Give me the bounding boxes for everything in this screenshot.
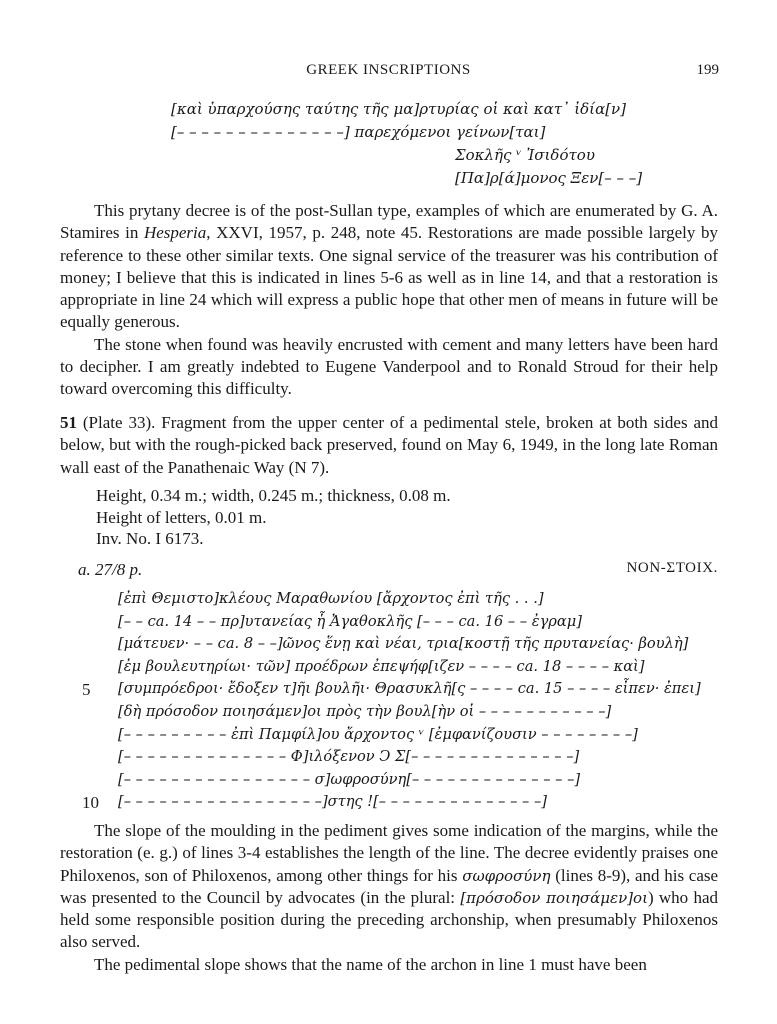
stoich-label: NON-ΣΤΟΙΧ. (626, 560, 718, 576)
commentary-paragraph-1 (60, 200, 718, 401)
greek-phrase: [πρόσοδον ποιησάμεν]οι (460, 888, 648, 907)
inscription-labels (78, 560, 718, 582)
line-text: [δὴ πρόσοδον ποιησάμεν]οι πρὸς τὴν βουλ[ὴν οἱ – – – – – – – – – – –] (118, 703, 612, 720)
line-text: [ἐμ βουλευτηρίωι· τῶν] προέδρων ἐπεψήφ[ιζεν – – – – ca. 18 – – – – καὶ] (118, 657, 645, 675)
running-header (0, 62, 777, 82)
line-text: [– – ca. 14 – – πρ]υτανείας ἧ Ἀγαθοκλῆς [– – – ca. 16 – – ἐγραμ] (118, 612, 582, 630)
page-number: 199 (696, 62, 719, 78)
greek-line: [καὶ ὑπαρχούσης ταύτης τῆς μα]ρτυρίας οἱ καὶ κατ᾽ ἰδία[ν] (171, 100, 627, 118)
inscription-line (60, 635, 720, 657)
inscription-line (60, 703, 720, 725)
inscription-line (60, 590, 720, 612)
measurement-line: Inv. No. I 6173. (96, 529, 204, 548)
line-text: [συμπρόεδροι· ἔδοξεν τ]ῆι βουλῆι· Θρασυκλῆ[ς – – – – ca. 15 – – – – εἶπεν· ἐπει] (118, 680, 701, 698)
para1-text-a: This prytany decree is of the post-Sullan type, examples of which are enumerated by G. A. Stamires in (60, 201, 718, 243)
para1-text-b: , XXVI, 1957, p. 248, note 45. Restorations are made possible largely by reference to these other similar texts. One signal service of the treasurer was his contribution of money; I believe that this is indicated in lines 5-6 as well as in line 14, and that a restoration is appropriate in line 24 which will express a public hope that other men of means in future will be equally generous. (60, 223, 718, 332)
running-title: GREEK INSCRIPTIONS (306, 62, 471, 78)
para3-text-b: (lines 8-9), and his case was presented to the Council by advocates (in the plural: (60, 865, 719, 907)
measurements-block (96, 485, 451, 550)
inscription-line (60, 613, 720, 635)
para3-text-a: The slope of the moulding in the pediment gives some indication of the margins, while the restoration (e. g.) of lines 3-4 establishes the length of the line. The decree evidently praises one Philoxenos, son of Philoxenos, among other things for his (60, 821, 718, 885)
journal-title: Hesperia (143, 223, 207, 243)
entry-number: 51 (60, 413, 77, 432)
commentary-paragraph-4: The pedimental slope shows that the name of the archon in line 1 must have been (94, 954, 647, 974)
line-text: [– – – – – – – – – ἐπὶ Παμφίλ]ου ἄρχοντος ᵛ [ἐμφανίζουσιν – – – – – – – –] (118, 725, 638, 743)
entry-description: (Plate 33). Fragment from the upper center of a pedimental stele, broken at both sides and below, but with the rough-picked back preserved, found on May 6, 1949, in the long late Roman wall east of the Panathenaic Way (N 7). (60, 413, 718, 477)
para3-text-c: ) who had held some responsible position during the preceding archonship, when presumably Philoxenos also served. (60, 887, 719, 952)
line-text: [– – – – – – – – – – – – – – Φ]ιλόξενον Ͻ Σ[– – – – – – – – – – – – – –] (118, 748, 580, 766)
inscription-line (60, 726, 720, 748)
inscription-line (60, 748, 720, 770)
line-text: [ἐπὶ Θεμιστο]κλέους Μαραθωνίου [ἄρχοντος ἐπὶ τῆς . . .] (118, 590, 544, 607)
line-text: [μάτευεν· – – ca. 8 – –]ῶνος ἕνῃ καὶ νέαι, τρια[κοστῇ τῆς πρυτανείας· βουλὴ] (118, 635, 689, 653)
commentary-paragraph-2: The stone when found was heavily encrusted with cement and many letters have been hard to decipher. I am greatly indebted to Eugene Vanderpool and to Ronald Stroud for their help toward overcoming this difficulty. (60, 334, 718, 399)
line-text: [– – – – – – – – – – – – – – – – –]στης ![– – – – – – – – – – – – – –] (118, 793, 547, 811)
inscription-line (60, 793, 720, 815)
measurement-line: Height, 0.34 m.; width, 0.245 m.; thickness, 0.08 m. (96, 486, 451, 505)
inscription-line (60, 771, 720, 793)
inscription-line (60, 680, 720, 702)
greek-line: Σοκλῆς ᵛ Ἰσιδότου (455, 146, 595, 164)
measurement-line: Height of letters, 0.01 m. (96, 507, 267, 527)
commentary-paragraph-3 (60, 820, 718, 976)
greek-word: σωφροσύνη (462, 866, 551, 885)
greek-line: [– – – – – – – – – – – – – –] παρεχόμενοι γείνων[ται] (171, 123, 546, 141)
greek-line: [Πα]ρ[ά]μονος Ξεν[– – –] (455, 169, 643, 187)
line-number: 10 (82, 793, 99, 813)
inscription-line (60, 658, 720, 680)
line-number: 5 (82, 680, 91, 700)
date-label: a. 27/8 p. (78, 560, 143, 579)
entry-51 (60, 412, 718, 479)
line-text: [– – – – – – – – – – – – – – – – σ]ωφροσύνη[– – – – – – – – – – – – – –] (118, 770, 581, 788)
